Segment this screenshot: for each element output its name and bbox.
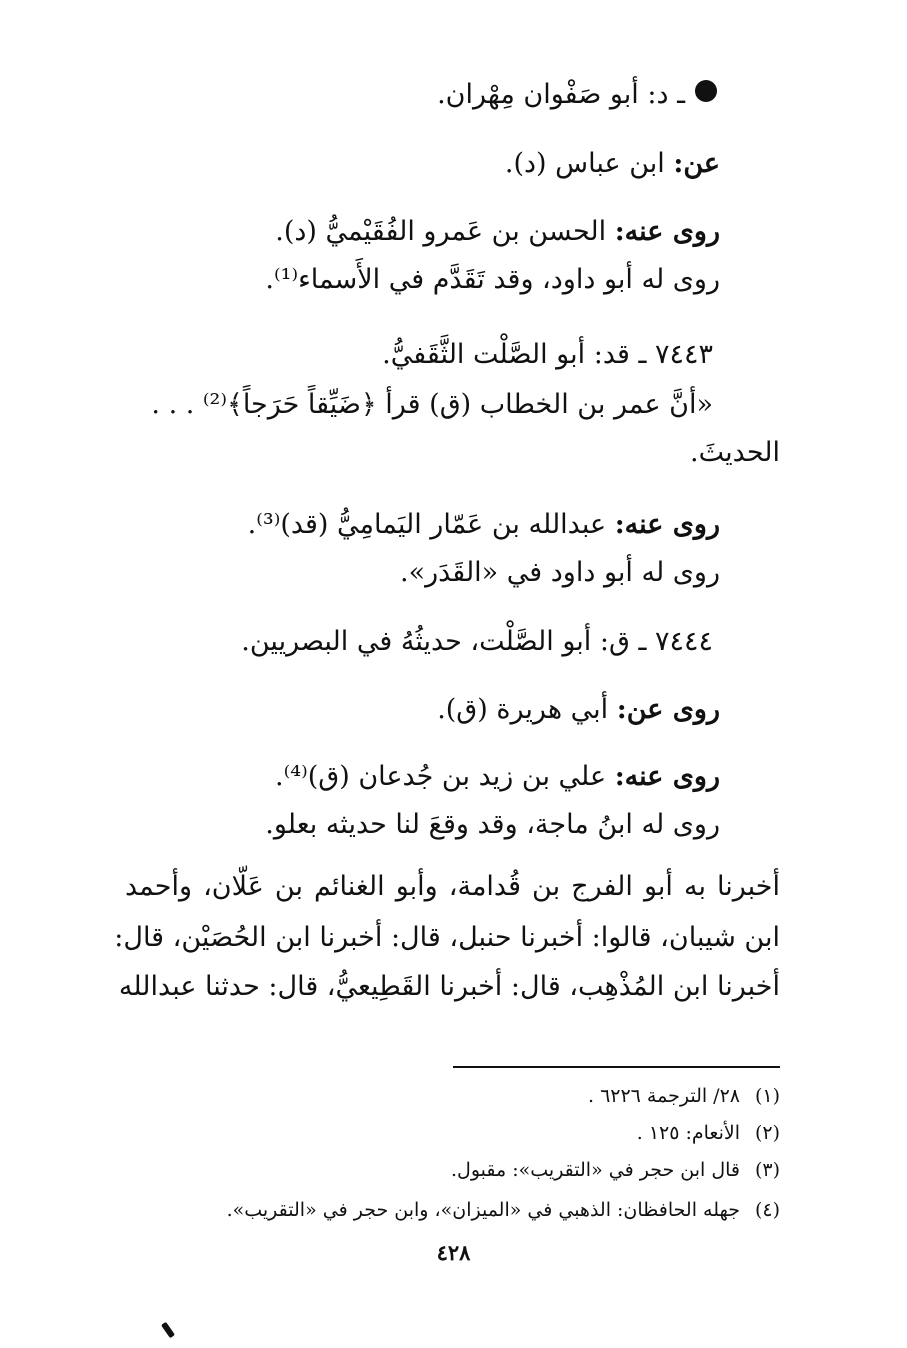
narration-text: أبي هريرة (ق).	[437, 694, 617, 725]
footnote	[637, 1121, 780, 1145]
entry-heading	[382, 338, 713, 372]
footnote	[451, 1158, 780, 1182]
narration-text: ابن عباس (د).	[504, 148, 674, 179]
note-line	[265, 808, 720, 842]
note-text: روى له أبو داود في «القَدَر».	[399, 557, 720, 588]
note-text: روى له ابنُ ماجة، وقد وقعَ لنا حديثه بعلو.	[265, 809, 720, 840]
page-number: ٤٢٨	[436, 1240, 471, 1265]
narration-label: روى عنه:	[614, 761, 720, 792]
note-text: روى له أبو داود، وقد تَقَدَّم في الأَسماء⁽¹⁾.	[265, 264, 720, 295]
footnote-text: قال ابن حجر في «التقريب»: مقبول.	[451, 1159, 740, 1181]
hadith-line	[690, 436, 780, 470]
footnote-divider	[453, 1066, 780, 1068]
entry-heading	[437, 78, 685, 112]
entry-text: ـ د: أبو صَفْوان مِهْران.	[437, 79, 685, 110]
footnote-text: جهله الحافظان: الذهبي في «الميزان»، وابن حجر في «التقريب».	[226, 1199, 740, 1221]
bullet-marker	[695, 80, 717, 102]
entry-heading	[241, 625, 713, 659]
hadith-text: «أنَّ عمر بن الخطاب (ق) قرأ ﴿ضَيِّقاً حَرَجاً﴾⁽²⁾ . . .	[151, 389, 713, 420]
hadith-line	[151, 388, 713, 422]
footnote-number: (١)	[754, 1085, 780, 1107]
narration-text: الحسن بن عَمرو الفُقَيْميُّ (د).	[275, 216, 615, 247]
footnote-text: الأنعام: ١٢٥ .	[636, 1122, 740, 1144]
narration-label: روى عنه:	[614, 509, 720, 540]
note-line	[265, 263, 720, 297]
narration-label: روى عنه:	[614, 216, 720, 247]
footnote	[588, 1084, 780, 1108]
narration-line	[275, 760, 720, 794]
footnote-number: (٤)	[754, 1199, 780, 1221]
narration-line	[437, 693, 720, 727]
narration-line	[248, 508, 720, 542]
footnote-number: (٢)	[754, 1122, 780, 1144]
hadith-text: الحديثَ.	[690, 437, 780, 468]
narration-label: عن:	[673, 148, 720, 179]
narration-line	[505, 147, 720, 181]
entry-text: ٧٤٤٣ ـ قد: أبو الصَّلْت الثَّقَفيُّ.	[382, 339, 713, 370]
paragraph-line: أخبرنا ابن المُذْهِب، قال: أخبرنا القَطِيعيُّ، قال: حدثنا عبدالله	[118, 971, 780, 1002]
entry-text: ٧٤٤٤ ـ ق: أبو الصَّلْت، حديثُهُ في البصريين.	[241, 626, 713, 657]
narration-line	[275, 215, 720, 249]
narration-text: عبدالله بن عَمّار اليَمامِيُّ (قد)⁽³⁾.	[247, 509, 615, 540]
narration-text: علي بن زيد بن جُدعان (ق)⁽⁴⁾.	[275, 761, 615, 792]
paragraph-line: ابن شيبان، قالوا: أخبرنا حنبل، قال: أخبرنا ابن الحُصَيْن، قال:	[114, 922, 780, 953]
paragraph-line: أخبرنا به أبو الفرج بن قُدامة، وأبو الغنائم بن عَلّان، وأحمد	[125, 871, 780, 902]
narration-label: روى عن:	[616, 694, 720, 725]
footnote-number: (٣)	[754, 1159, 780, 1181]
margin-mark	[161, 1322, 175, 1339]
footnote-text: ٢٨/ الترجمة ٦٢٢٦ .	[587, 1085, 740, 1107]
note-line	[400, 556, 720, 590]
footnote	[227, 1198, 780, 1222]
